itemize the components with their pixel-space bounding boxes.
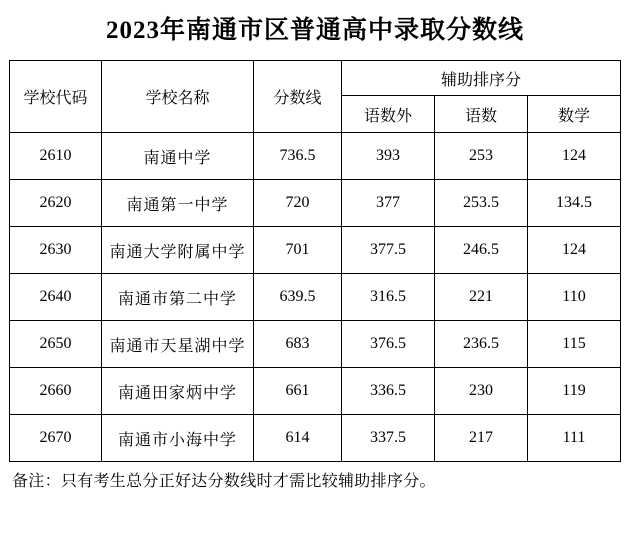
table-header-row-1 xyxy=(9,61,620,96)
cell-aux-3: 124 xyxy=(527,227,620,274)
cell-school-name: 南通第一中学 xyxy=(101,180,253,227)
cell-aux-1: 336.5 xyxy=(341,368,434,415)
cell-aux-1: 316.5 xyxy=(341,274,434,321)
cell-aux-2: 253.5 xyxy=(434,180,527,227)
table-row xyxy=(9,133,620,180)
cell-aux-1: 377.5 xyxy=(341,227,434,274)
cell-aux-2: 221 xyxy=(434,274,527,321)
cell-aux-3: 115 xyxy=(527,321,620,368)
cell-aux-1: 337.5 xyxy=(341,415,434,462)
column-header-score-line: 分数线 xyxy=(253,61,341,133)
cell-aux-3: 119 xyxy=(527,368,620,415)
table-row xyxy=(9,180,620,227)
cell-aux-2: 230 xyxy=(434,368,527,415)
table-row xyxy=(9,368,620,415)
cell-score-line: 701 xyxy=(253,227,341,274)
cell-score-line: 736.5 xyxy=(253,133,341,180)
table-row xyxy=(9,321,620,368)
cell-school-name: 南通市天星湖中学 xyxy=(101,321,253,368)
cell-school-code: 2670 xyxy=(9,415,101,462)
cell-score-line: 683 xyxy=(253,321,341,368)
table-row xyxy=(9,227,620,274)
cell-school-name: 南通市第二中学 xyxy=(101,274,253,321)
column-header-school-code: 学校代码 xyxy=(9,61,101,133)
cell-aux-3: 124 xyxy=(527,133,620,180)
page-title: 2023年南通市区普通高中录取分数线 xyxy=(105,17,524,44)
table-body xyxy=(9,133,620,462)
admission-score-table xyxy=(9,60,621,462)
cell-score-line: 720 xyxy=(253,180,341,227)
cell-aux-2: 253 xyxy=(434,133,527,180)
cell-school-name: 南通田家炳中学 xyxy=(101,368,253,415)
column-header-aux-1: 语数外 xyxy=(341,96,434,133)
cell-aux-3: 111 xyxy=(527,415,620,462)
cell-school-code: 2610 xyxy=(9,133,101,180)
cell-aux-3: 134.5 xyxy=(527,180,620,227)
column-header-aux-3: 数学 xyxy=(527,96,620,133)
table-row xyxy=(9,274,620,321)
cell-aux-2: 236.5 xyxy=(434,321,527,368)
cell-school-code: 2640 xyxy=(9,274,101,321)
cell-school-name: 南通中学 xyxy=(101,133,253,180)
cell-aux-1: 393 xyxy=(341,133,434,180)
cell-score-line: 614 xyxy=(253,415,341,462)
cell-aux-2: 217 xyxy=(434,415,527,462)
column-header-aux-rank-group: 辅助排序分 xyxy=(341,61,620,96)
table-row xyxy=(9,415,620,462)
column-header-school-name: 学校名称 xyxy=(101,61,253,133)
cell-aux-1: 377 xyxy=(341,180,434,227)
column-header-aux-2: 语数 xyxy=(434,96,527,133)
cell-school-code: 2660 xyxy=(9,368,101,415)
cell-score-line: 661 xyxy=(253,368,341,415)
cell-school-code: 2650 xyxy=(9,321,101,368)
cell-school-name: 南通大学附属中学 xyxy=(101,227,253,274)
table-header xyxy=(9,61,620,133)
cell-school-code: 2620 xyxy=(9,180,101,227)
cell-score-line: 639.5 xyxy=(253,274,341,321)
cell-school-code: 2630 xyxy=(9,227,101,274)
cell-aux-3: 110 xyxy=(527,274,620,321)
cell-aux-1: 376.5 xyxy=(341,321,434,368)
cell-aux-2: 246.5 xyxy=(434,227,527,274)
cell-school-name: 南通市小海中学 xyxy=(101,415,253,462)
table-footnote: 备注：只有考生总分正好达分数线时才需比较辅助排序分。 xyxy=(12,473,436,490)
